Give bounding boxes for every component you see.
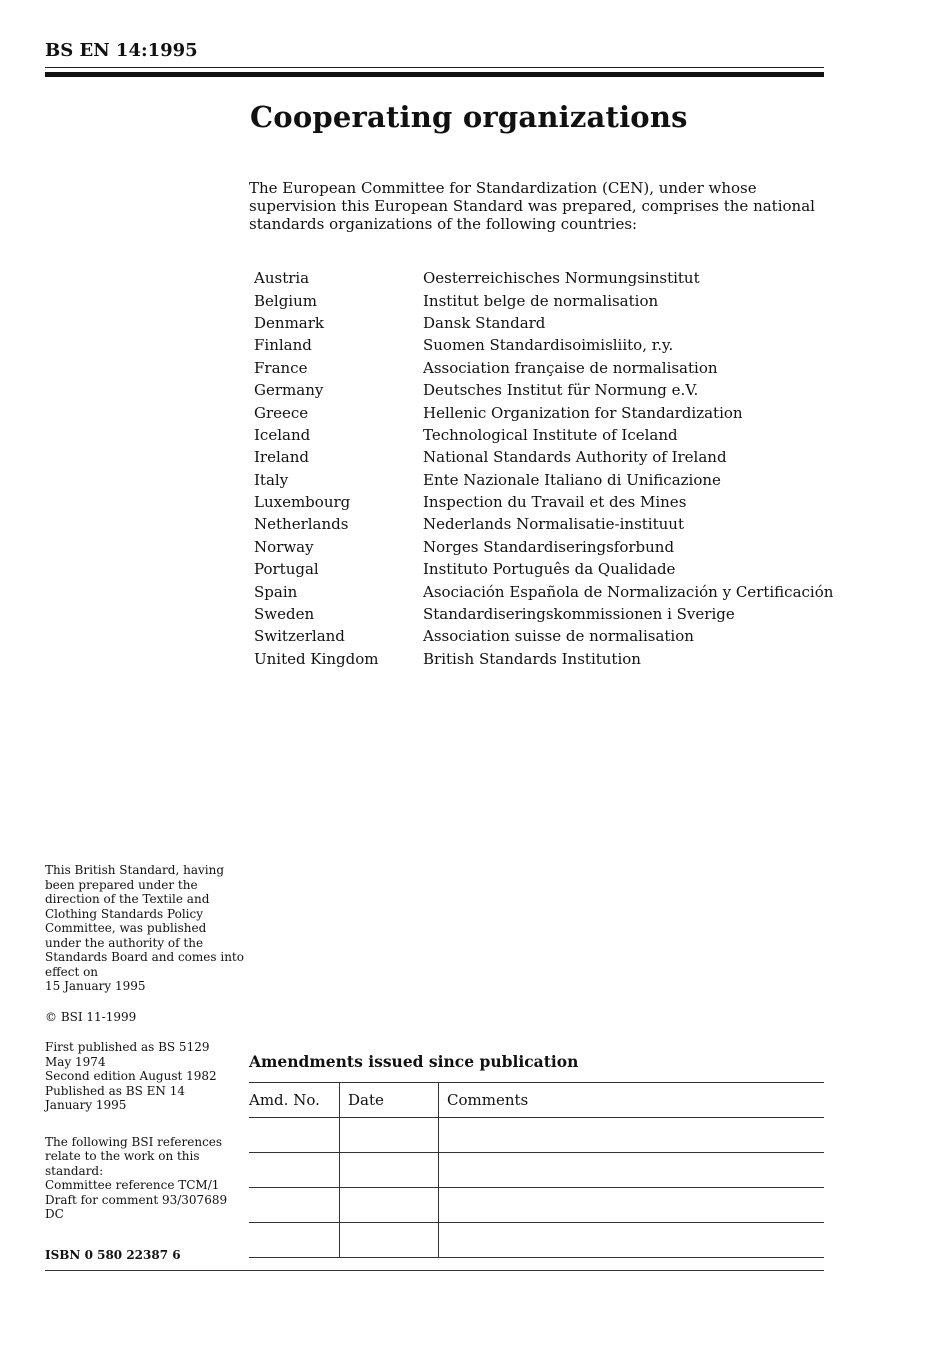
organization-row <box>254 469 854 491</box>
standards-body-name: National Standards Authority of Ireland <box>423 448 727 467</box>
intro-paragraph: The European Committee for Standardization (CEN), under whose supervision this European Standard was prepared, comprises the national standards organizations of the following countries: <box>249 179 815 233</box>
organization-row <box>254 536 854 558</box>
amendment-row <box>249 1188 824 1223</box>
organization-row <box>254 312 854 334</box>
committee-reference: Committee reference TCM/1 <box>45 1178 220 1192</box>
publication-sidebar <box>45 863 245 1222</box>
history-line: Published as BS EN 14 <box>45 1083 185 1098</box>
publication-note: This British Standard, having been prepared under the direction of the Textile and Clothing Standards Policy Committee, was published under the authority of the Standards Board and comes into effect on <box>45 863 244 979</box>
standards-body-name: Norges Standardiseringsforbund <box>423 537 675 556</box>
country-name: France <box>254 358 308 377</box>
amendment-cell <box>439 1223 825 1258</box>
organization-row <box>254 424 854 446</box>
organization-row <box>254 648 854 670</box>
organization-list <box>254 267 854 670</box>
history-line: First published as BS 5129 <box>45 1040 210 1054</box>
amendment-cell <box>249 1153 340 1188</box>
amendments-header-row <box>249 1083 824 1118</box>
amendment-cell <box>340 1223 439 1258</box>
organization-row <box>254 491 854 513</box>
history-line: January 1995 <box>45 1098 127 1112</box>
amendment-row <box>249 1223 824 1258</box>
standards-body-name: Institut belge de normalisation <box>423 291 659 310</box>
country-name: Norway <box>254 537 314 556</box>
standards-body-name: Instituto Português da Qualidade <box>423 560 676 579</box>
organization-row <box>254 513 854 535</box>
amendment-cell <box>340 1188 439 1223</box>
amendment-cell <box>340 1118 439 1153</box>
standards-body-name: Nederlands Normalisatie-instituut <box>423 515 684 534</box>
organization-row <box>254 580 854 602</box>
amendments-heading: Amendments issued since publication <box>249 1052 579 1071</box>
country-name: Greece <box>254 403 309 422</box>
organization-row <box>254 401 854 423</box>
standards-body-name: Suomen Standardisoimisliito, r.y. <box>423 336 674 355</box>
country-name: Ireland <box>254 448 309 467</box>
amendment-row <box>249 1118 824 1153</box>
amendment-cell <box>249 1118 340 1153</box>
organization-row <box>254 289 854 311</box>
header-rule-thick <box>45 72 824 77</box>
country-name: Luxembourg <box>254 493 351 512</box>
amendments-table <box>249 1082 824 1258</box>
copyright: © BSI 11-1999 <box>45 1009 137 1024</box>
country-name: Switzerland <box>254 627 345 646</box>
amendment-cell <box>439 1188 825 1223</box>
country-name: Spain <box>254 582 298 601</box>
organization-row <box>254 357 854 379</box>
country-name: Finland <box>254 336 312 355</box>
standards-body-name: Ente Nazionale Italiano di Unificazione <box>423 470 721 489</box>
standards-body-name: Standardiseringskommissionen i Sverige <box>423 605 735 624</box>
document-id: BS EN 14:1995 <box>45 40 198 61</box>
footer-rule <box>45 1270 824 1271</box>
page-title: Cooperating organizations <box>250 100 688 134</box>
standards-body-name: Technological Institute of Iceland <box>423 425 678 444</box>
isbn: ISBN 0 580 22387 6 <box>45 1248 181 1262</box>
amendment-cell <box>249 1188 340 1223</box>
effective-date: 15 January 1995 <box>45 979 146 993</box>
column-header-date: Date <box>340 1083 439 1118</box>
column-header-comments: Comments <box>439 1083 825 1118</box>
country-name: Germany <box>254 381 324 400</box>
amendment-cell <box>249 1223 340 1258</box>
amendment-row <box>249 1153 824 1188</box>
amendment-cell <box>439 1118 825 1153</box>
draft-reference: Draft for comment 93/307689 DC <box>45 1192 228 1221</box>
organization-row <box>254 625 854 647</box>
amendment-cell <box>340 1153 439 1188</box>
country-name: Sweden <box>254 605 315 624</box>
country-name: United Kingdom <box>254 649 379 668</box>
organization-row <box>254 558 854 580</box>
standards-body-name: Association suisse de normalisation <box>423 627 694 646</box>
country-name: Netherlands <box>254 515 349 534</box>
standards-body-name: Asociación Española de Normalización y Certificación <box>423 582 834 601</box>
header-rule-thin <box>45 67 824 68</box>
organization-row <box>254 379 854 401</box>
standards-body-name: Oesterreichisches Normungsinstitut <box>423 269 700 288</box>
country-name: Belgium <box>254 291 317 310</box>
history-line: Second edition August 1982 <box>45 1069 217 1083</box>
history-line: May 1974 <box>45 1054 106 1069</box>
organization-row <box>254 446 854 468</box>
standards-body-name: Hellenic Organization for Standardization <box>423 403 743 422</box>
country-name: Austria <box>254 269 310 288</box>
standards-body-name: British Standards Institution <box>423 649 641 668</box>
country-name: Italy <box>254 470 289 489</box>
standards-body-name: Association française de normalisation <box>423 358 718 377</box>
standards-body-name: Deutsches Institut für Normung e.V. <box>423 381 699 400</box>
organization-row <box>254 603 854 625</box>
amendment-cell <box>439 1153 825 1188</box>
standards-body-name: Inspection du Travail et des Mines <box>423 493 687 512</box>
country-name: Iceland <box>254 425 311 444</box>
country-name: Portugal <box>254 560 319 579</box>
country-name: Denmark <box>254 313 324 332</box>
organization-row <box>254 267 854 289</box>
references-note: The following BSI references relate to the work on this standard: <box>45 1134 223 1178</box>
standards-body-name: Dansk Standard <box>423 313 546 332</box>
column-header-amd-no: Amd. No. <box>249 1083 340 1118</box>
organization-row <box>254 334 854 356</box>
